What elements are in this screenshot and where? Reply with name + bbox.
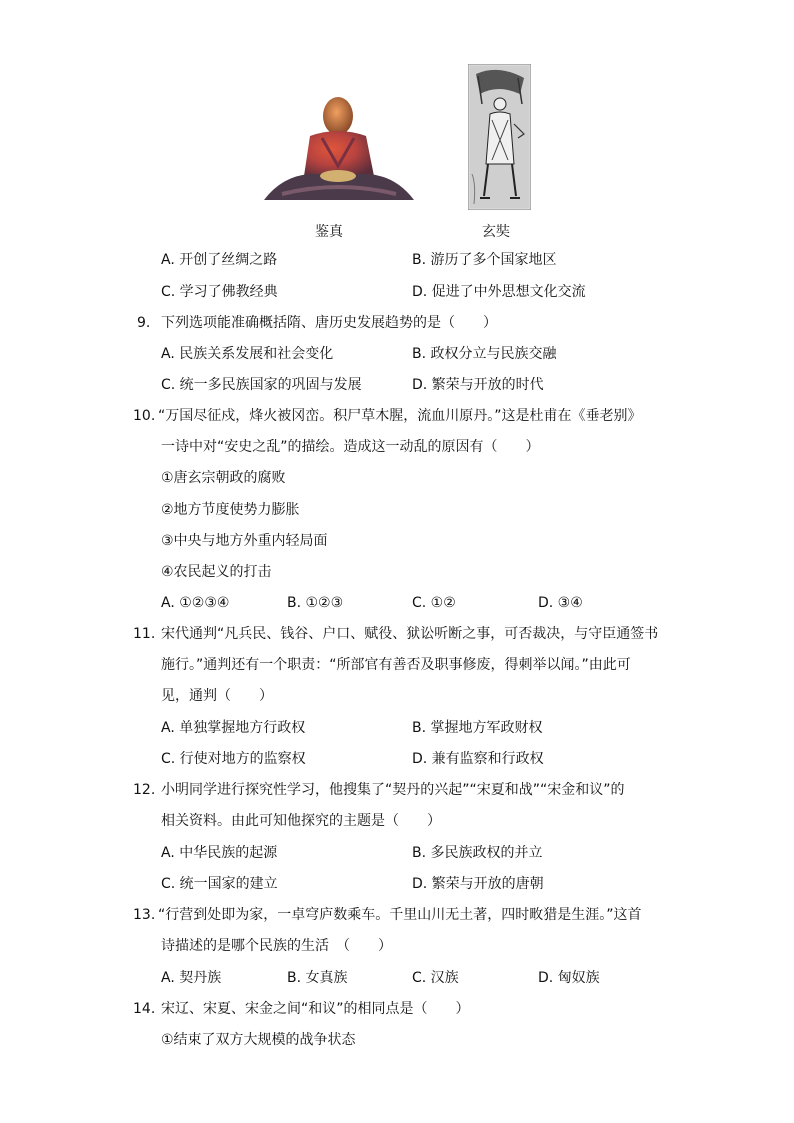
q12-option-b[interactable]: B. 多民族政权的并立 [412, 845, 543, 861]
q8-option-b[interactable]: B. 游历了多个国家地区 [412, 252, 557, 268]
q9-stem: 下列选项能准确概括隋、唐历史发展趋势的是（ ） [161, 315, 497, 331]
q13-option-c[interactable]: C. 汉族 [412, 970, 459, 986]
q14-item-1: ①结束了双方大规模的战争状态 [161, 1032, 356, 1048]
q10-option-b[interactable]: B. ①②③ [287, 595, 344, 611]
q9-option-a[interactable]: A. 民族关系发展和社会变化 [161, 346, 334, 362]
q12-number: 12. [133, 782, 156, 798]
q10-item-3: ③中央与地方外重内轻局面 [161, 533, 328, 549]
q10-stem-line2: 一诗中对“安史之乱”的描绘。造成这一动乱的原因有（ ） [161, 439, 540, 455]
q12-option-c[interactable]: C. 统一国家的建立 [161, 876, 278, 892]
q10-stem-line1: “万国尽征戍，烽火被冈峦。积尸草木腥，流血川原丹。”这是杜甫在《垂老别》 [158, 408, 642, 424]
q10-item-2: ②地方节度使势力膨胀 [161, 502, 300, 518]
q12-option-d[interactable]: D. 繁荣与开放的唐朝 [412, 876, 544, 892]
q10-option-d[interactable]: D. ③④ [538, 595, 583, 611]
q8-option-c[interactable]: C. 学习了佛教经典 [161, 284, 278, 300]
q14-stem: 宋辽、宋夏、宋金之间“和议”的相同点是（ ） [161, 1001, 470, 1017]
q14-number: 14. [133, 1001, 156, 1017]
q10-option-a[interactable]: A. ①②③④ [161, 595, 230, 611]
q10-item-1: ①唐玄宗朝政的腐败 [161, 470, 286, 486]
q8-option-d[interactable]: D. 促进了中外思想文化交流 [412, 284, 586, 300]
xuanzang-caption: 玄奘 [482, 224, 510, 240]
q9-option-c[interactable]: C. 统一多民族国家的巩固与发展 [161, 377, 362, 393]
jianzhen-statue-image [262, 96, 416, 206]
q12-option-a[interactable]: A. 中华民族的起源 [161, 845, 278, 861]
q11-option-d[interactable]: D. 兼有监察和行政权 [412, 751, 544, 767]
q9-option-b[interactable]: B. 政权分立与民族交融 [412, 346, 557, 362]
q13-number: 13. [133, 907, 156, 923]
jianzhen-caption: 鉴真 [315, 224, 343, 240]
q10-number: 10. [133, 408, 156, 424]
q11-stem-line1: 宋代通判“凡兵民、钱谷、户口、赋役、狱讼听断之事，可否裁决，与守臣通签书 [161, 626, 659, 642]
q13-stem-line1: “行营到处即为家，一卓穹庐数乘车。千里山川无土著，四时畋猎是生涯。”这首 [158, 907, 642, 923]
q10-item-4: ④农民起义的打击 [161, 564, 272, 580]
q11-stem-line2: 施行。”通判还有一个职责：“所部官有善否及职事修废，得刺举以闻。”由此可 [161, 657, 631, 673]
q11-stem-line3: 见，通判（ ） [161, 688, 273, 704]
q11-option-a[interactable]: A. 单独掌握地方行政权 [161, 720, 306, 736]
q11-option-c[interactable]: C. 行使对地方的监察权 [161, 751, 306, 767]
q13-option-d[interactable]: D. 匈奴族 [538, 970, 600, 986]
q11-number: 11. [133, 626, 156, 642]
q13-option-a[interactable]: A. 契丹族 [161, 970, 222, 986]
q10-option-c[interactable]: C. ①② [412, 595, 456, 611]
q12-stem-line1: 小明同学进行探究性学习，他搜集了“契丹的兴起”“宋夏和战”“宋金和议”的 [161, 782, 625, 798]
q8-option-a[interactable]: A. 开创了丝绸之路 [161, 252, 278, 268]
q11-option-b[interactable]: B. 掌握地方军政财权 [412, 720, 543, 736]
xuanzang-painting-image [468, 64, 531, 210]
q13-option-b[interactable]: B. 女真族 [287, 970, 348, 986]
q13-stem-line2: 诗描述的是哪个民族的生活 （ ） [161, 938, 392, 954]
q9-option-d[interactable]: D. 繁荣与开放的时代 [412, 377, 544, 393]
q12-stem-line2: 相关资料。由此可知他探究的主题是（ ） [161, 813, 441, 829]
q9-number: 9. [137, 315, 151, 331]
